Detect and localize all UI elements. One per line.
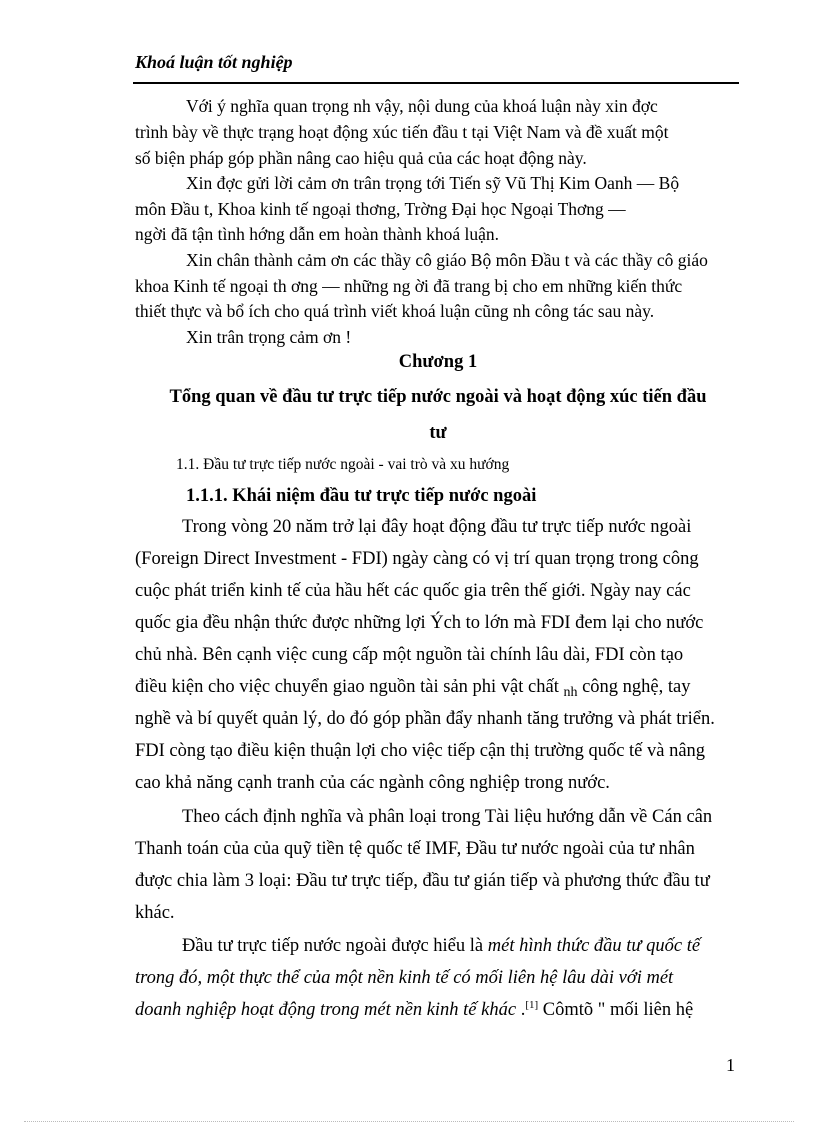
body-text: Cômtõ " mối liên hệ: [538, 1000, 694, 1020]
chapter-title-line-2: tư: [429, 423, 447, 443]
body-text: điều kiện cho việc chuyển giao nguồn tài sản phi vật chất: [135, 677, 559, 697]
definition-text: doanh nghiệp hoạt động trong mét nền kinh tế khác: [135, 1000, 517, 1020]
body-line: nghề và bí quyết quản lý, do đó góp phần đẩy nhanh tăng trưởng và phát triển.: [135, 709, 715, 729]
intro-line-3: số biện pháp góp phần nâng cao hiệu quả của các hoạt động này.: [135, 148, 587, 168]
body-line: cao khả năng cạnh tranh của các ngành công nghiệp trong nước.: [135, 773, 610, 793]
subsection-heading: 1.1.1. Khái niệm đầu tư trực tiếp nước ngoài: [186, 486, 537, 506]
intro-line-7: Xin chân thành cảm ơn các thầy cô giáo Bộ môn Đầu t và các thầy cô giáo: [186, 250, 708, 270]
body-line: [135, 676, 691, 700]
citation-reference[interactable]: [1]: [525, 998, 539, 1011]
intro-line-4: Xin đợc gửi lời cảm ơn trân trọng tới Tiến sỹ Vũ Thị Kim Oanh — Bộ: [186, 173, 680, 193]
body-line: [135, 999, 693, 1021]
body-text: công nghệ, tay: [582, 677, 691, 697]
intro-line-8: khoa Kinh tế ngoại th ơng — những ng ời đã trang bị cho em những kiến thức: [135, 276, 683, 296]
intro-line-10: Xin trân trọng cảm ơn !: [186, 327, 352, 347]
body-line: Trong vòng 20 năm trở lại đây hoạt động đầu tư trực tiếp nước ngoài: [182, 517, 692, 537]
definition-text: trong đó, một thực thể của một nền kinh tế có mối liên hệ lâu dài với mét: [135, 968, 674, 988]
body-line: khác.: [135, 903, 175, 923]
intro-line-1: Với ý nghĩa quan trọng nh vậy, nội dung của khoá luận này xin đợc: [186, 96, 658, 116]
body-line: [182, 935, 700, 957]
body-line: cuộc phát triển kinh tế của hầu hết các quốc gia trên thế giới. Ngày nay các: [135, 581, 691, 601]
body-text: nh: [563, 685, 578, 700]
chapter-label: Chương 1: [398, 352, 478, 372]
section-heading: 1.1. Đầu tư trực tiếp nước ngoài - vai trò và xu hướng: [176, 456, 510, 473]
body-line: Theo cách định nghĩa và phân loại trong Tài liệu hướng dẫn về Cán cân: [182, 807, 713, 827]
intro-line-2: trình bày về thực trạng hoạt động xúc tiến đầu t tại Việt Nam và đề xuất một: [135, 122, 669, 142]
chapter-title-line-1: Tổng quan về đầu tư trực tiếp nước ngoài và hoạt động xúc tiến đầu: [169, 387, 707, 407]
body-line: chủ nhà. Bên cạnh việc cung cấp một nguồn tài chính lâu dài, FDI còn tạo: [135, 645, 684, 665]
header-title: Khoá luận tốt nghiệp: [135, 52, 293, 72]
body-line: quốc gia đều nhận thức được những lợi Ých to lớn mà FDI đem lại cho nước: [135, 613, 704, 633]
body-text: .: [516, 1000, 526, 1020]
body-line: được chia làm 3 loại: Đầu tư trực tiếp, đầu tư gián tiếp và phương thức đầu tư: [135, 871, 710, 891]
body-line: Thanh toán của của quỹ tiền tệ quốc tế IMF, Đầu tư nước ngoài của tư nhân: [135, 839, 695, 859]
intro-line-5: môn Đầu t, Khoa kinh tế ngoại thơng, Trờng Đại học Ngoại Thơng —: [135, 199, 626, 219]
page-break-divider: [24, 1121, 794, 1122]
body-line: (Foreign Direct Investment - FDI) ngày càng có vị trí quan trọng trong công: [135, 549, 699, 569]
header-divider: [133, 82, 739, 84]
intro-line-9: thiết thực và bổ ích cho quá trình viết khoá luận cũng nh công tác sau này.: [135, 301, 655, 321]
body-text: Đầu tư trực tiếp nước ngoài được hiểu là: [182, 936, 488, 956]
body-line: FDI còng tạo điều kiện thuận lợi cho việc tiếp cận thị trường quốc tế và nâng: [135, 741, 706, 761]
intro-line-6: ngời đã tận tình hớng dẫn em hoàn thành khoá luận.: [135, 224, 500, 244]
page-number: 1: [726, 1055, 735, 1075]
definition-text: mét hình thức đầu tư quốc tế: [487, 936, 701, 956]
